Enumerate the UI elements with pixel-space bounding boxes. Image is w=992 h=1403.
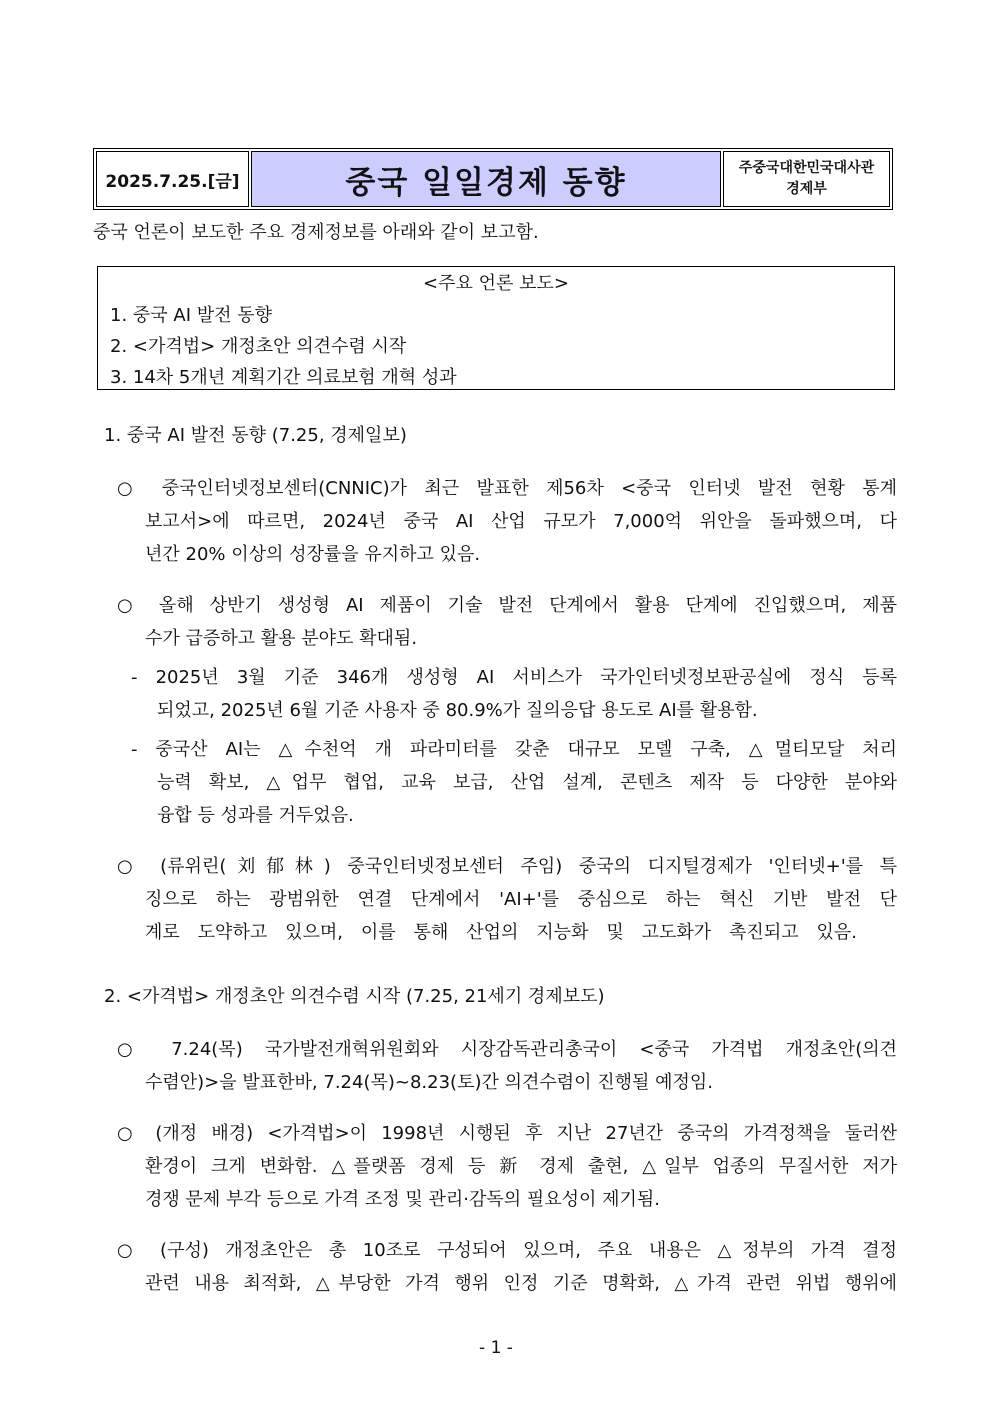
section-heading: 2. <가격법> 개정초안 의견수렴 시작 (7.25, 21세기 경제보도) (104, 986, 605, 1007)
paragraph-line: - 2025년 3월 기준 346개 생성형 AI 서비스가 국가인터넷정보판공실에 정식 등록 (131, 667, 897, 687)
paragraph-line: ○ 올해 상반기 생성형 AI 제품이 기술 발전 단계에서 활용 단계에 진입했으며, 제품 (117, 595, 897, 615)
paragraph-line: 관련 내용 최적화, △부당한 가격 행위 인정 기준 명확화, △가격 관련 위법 행위에 (145, 1273, 897, 1293)
paragraph-line: - 중국산 AI는 △수천억 개 파라미터를 갖춘 대규모 모델 구축, △멀티모달 처리 (131, 739, 897, 759)
summary-item: 3. 14차 5개년 계획기간 의료보험 개혁 성과 (110, 367, 457, 388)
summary-box (97, 266, 895, 390)
intro-text: 중국 언론이 보도한 주요 경제정보를 아래와 같이 보고함. (93, 222, 539, 243)
section-heading: 1. 중국 AI 발전 동향 (7.25, 경제일보) (104, 425, 407, 446)
paragraph-line: 년간 20% 이상의 성장률을 유지하고 있음. (145, 544, 481, 565)
paragraph-line: 보고서>에 따르면, 2024년 중국 AI 산업 규모가 7,000억 위안을 돌파했으며, 다 (145, 511, 897, 531)
report-date: 2025.7.25.[금] (96, 151, 249, 207)
paragraph-line: 징으로 하는 광범위한 연결 단계에서 'AI+'를 중심으로 하는 혁신 기반 발전 단 (145, 889, 897, 909)
org-department: 경제부 (786, 181, 827, 197)
issuing-organization (723, 151, 890, 207)
summary-item: 2. <가격법> 개정초안 의견수렴 시작 (110, 336, 407, 357)
paragraph-line: ○ 중국인터넷정보센터(CNNIC)가 최근 발표한 제56차 <중국 인터넷 발전 현황 통계 (117, 478, 897, 498)
summary-title: <주요 언론 보도> (423, 273, 569, 294)
summary-item: 1. 중국 AI 발전 동향 (110, 305, 273, 326)
header-table (93, 148, 893, 210)
paragraph-line: ○ 7.24(목) 국가발전개혁위원회와 시장감독관리총국이 <중국 가격법 개정초안(의견 (117, 1039, 897, 1059)
paragraph-line: ○ (구성) 개정초안은 총 10조로 구성되어 있으며, 주요 내용은 △정부의 가격 결정 (117, 1240, 897, 1260)
paragraph-line: 되었고, 2025년 6월 기준 사용자 중 80.9%가 질의응답 용도로 AI를 활용함. (157, 700, 758, 721)
paragraph-line: ○ (개정 배경) <가격법>이 1998년 시행된 후 지난 27년간 중국의 가격정책을 둘러싼 (117, 1123, 897, 1143)
paragraph-line: ○ (류위린(刘郁林) 중국인터넷정보센터 주임) 중국의 디지털경제가 '인터넷+'를 특 (117, 856, 897, 876)
paragraph-line: 융합 등 성과를 거두었음. (157, 805, 354, 826)
paragraph-line: 경쟁 문제 부각 등으로 가격 조정 및 관리·감독의 필요성이 제기됨. (145, 1189, 661, 1210)
paragraph-line: 수가 급증하고 활용 분야도 확대됨. (145, 628, 418, 649)
paragraph-line: 환경이 크게 변화함. △플랫폼 경제 등 新 경제 출현, △일부 업종의 무질서한 저가 (145, 1156, 897, 1176)
page-number: - 1 - (479, 1338, 513, 1358)
org-name: 주중국대한민국대사관 (738, 160, 875, 176)
paragraph-line: 계로 도약하고 있으며, 이를 통해 산업의 지능화 및 고도화가 촉진되고 있음. (145, 922, 857, 942)
report-title: 중국 일일경제 동향 (251, 151, 721, 207)
paragraph-line: 능력 확보, △업무 협업, 교육 보급, 산업 설계, 콘텐츠 제작 등 다양한 분야와 (157, 772, 897, 792)
paragraph-line: 수렴안)>을 발표한바, 7.24(목)~8.23(토)간 의견수렴이 진행될 예정임. (145, 1072, 714, 1093)
